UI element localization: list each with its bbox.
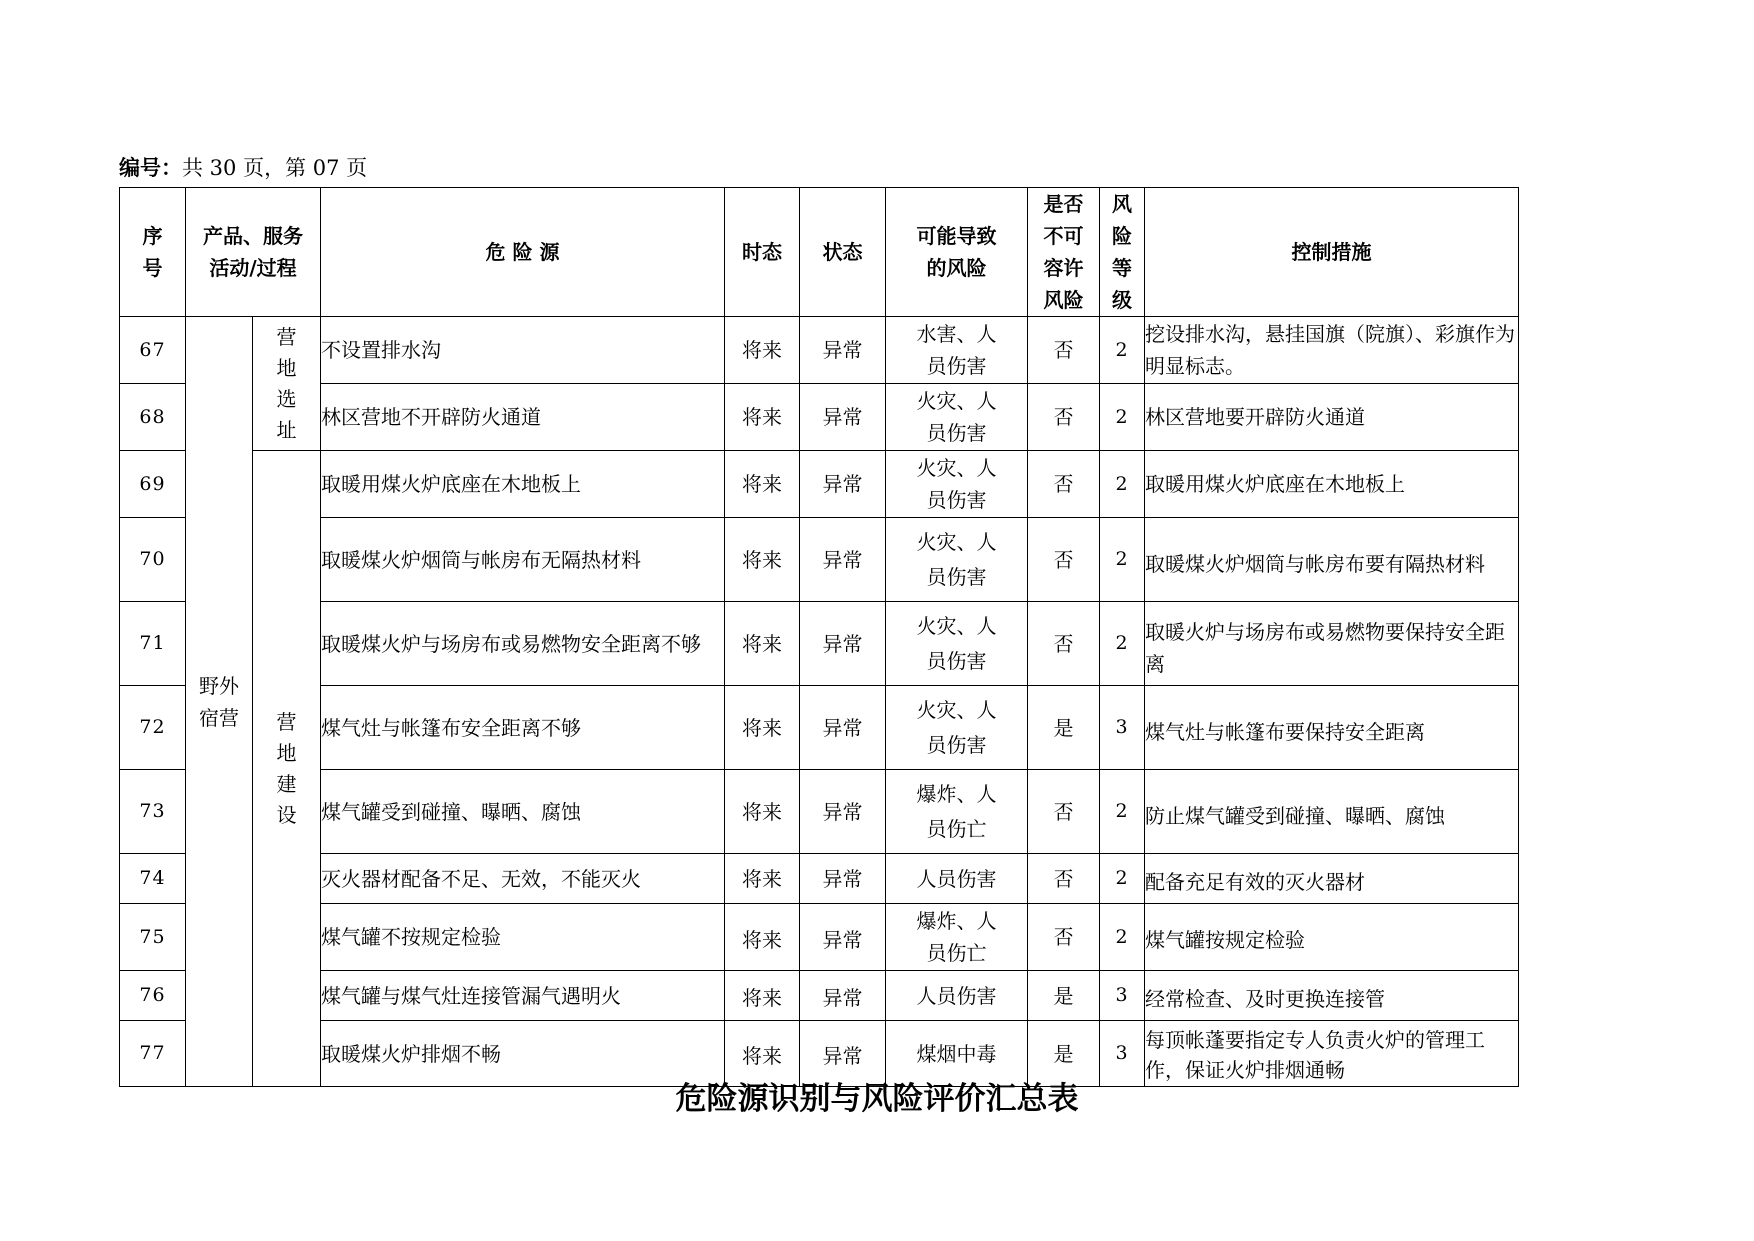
- row-state: 异常: [800, 384, 886, 451]
- row-state: 异常: [800, 451, 886, 518]
- table-row: [120, 854, 1519, 904]
- row-risk: 火灾、人员伤害: [886, 686, 1028, 770]
- row-intolerable: 否: [1028, 904, 1100, 971]
- table-row: [120, 317, 1519, 384]
- row-level: 2: [1100, 384, 1145, 451]
- row-no: 77: [120, 1021, 186, 1087]
- row-state: 异常: [800, 1021, 886, 1087]
- row-risk: 火灾、人员伤害: [886, 384, 1028, 451]
- row-risk: 煤烟中毒: [886, 1021, 1028, 1087]
- row-state: 异常: [800, 686, 886, 770]
- row-intolerable: 是: [1028, 1021, 1100, 1087]
- row-risk: 爆炸、人员伤亡: [886, 770, 1028, 854]
- row-risk: 火灾、人员伤害: [886, 602, 1028, 686]
- table-row: [120, 451, 1519, 518]
- row-control: 取暖火炉与场房布或易燃物要保持安全距离: [1145, 602, 1519, 686]
- row-intolerable: 是: [1028, 686, 1100, 770]
- header-tense: 时态: [725, 188, 800, 317]
- table-row: [120, 770, 1519, 854]
- row-tense: 将来: [725, 451, 800, 518]
- row-level: 3: [1100, 971, 1145, 1021]
- row-control: 林区营地要开辟防火通道: [1145, 384, 1519, 451]
- row-no: 67: [120, 317, 186, 384]
- row-no: 75: [120, 904, 186, 971]
- row-state: 异常: [800, 971, 886, 1021]
- header-seq: 序号: [120, 188, 186, 317]
- row-tense: 将来: [725, 854, 800, 904]
- activity-group: 野外宿营: [186, 317, 253, 1087]
- row-no: 76: [120, 971, 186, 1021]
- row-level: 2: [1100, 770, 1145, 854]
- table-row: [120, 686, 1519, 770]
- row-control: 经常检查、及时更换连接管: [1145, 971, 1519, 1021]
- doc-no-label: 编号：: [119, 156, 182, 180]
- row-no: 74: [120, 854, 186, 904]
- row-state: 异常: [800, 317, 886, 384]
- row-intolerable: 是: [1028, 971, 1100, 1021]
- table-row: [120, 518, 1519, 602]
- row-intolerable: 否: [1028, 384, 1100, 451]
- table-row: [120, 602, 1519, 686]
- row-hazard: 取暖煤火炉烟筒与帐房布无隔热材料: [321, 518, 725, 602]
- row-intolerable: 否: [1028, 602, 1100, 686]
- header-row: [120, 188, 1519, 317]
- row-risk: 火灾、人员伤害: [886, 451, 1028, 518]
- row-hazard: 煤气灶与帐篷布安全距离不够: [321, 686, 725, 770]
- row-no: 70: [120, 518, 186, 602]
- document-title: 危险源识别与风险评价汇总表: [675, 1081, 1079, 1117]
- row-risk: 水害、人员伤害: [886, 317, 1028, 384]
- row-risk: 人员伤害: [886, 854, 1028, 904]
- row-intolerable: 否: [1028, 770, 1100, 854]
- page-info: 共 30 页，第 07 页: [182, 156, 368, 180]
- row-hazard: 取暖煤火炉排烟不畅: [321, 1021, 725, 1087]
- row-level: 2: [1100, 451, 1145, 518]
- row-control: 煤气罐按规定检验: [1145, 904, 1519, 971]
- row-tense: 将来: [725, 317, 800, 384]
- row-no: 72: [120, 686, 186, 770]
- row-tense: 将来: [725, 686, 800, 770]
- row-control: 煤气灶与帐篷布要保持安全距离: [1145, 686, 1519, 770]
- row-level: 2: [1100, 904, 1145, 971]
- header-intolerable: 是否不可容许风险: [1028, 188, 1100, 317]
- row-control: 每顶帐蓬要指定专人负责火炉的管理工作，保证火炉排烟通畅: [1145, 1021, 1519, 1087]
- row-level: 3: [1100, 686, 1145, 770]
- row-no: 69: [120, 451, 186, 518]
- row-risk: 人员伤害: [886, 971, 1028, 1021]
- row-risk: 爆炸、人员伤亡: [886, 904, 1028, 971]
- row-hazard: 煤气罐不按规定检验: [321, 904, 725, 971]
- row-hazard: 取暖用煤火炉底座在木地板上: [321, 451, 725, 518]
- row-intolerable: 否: [1028, 451, 1100, 518]
- row-hazard: 取暖煤火炉与场房布或易燃物安全距离不够: [321, 602, 725, 686]
- row-intolerable: 否: [1028, 854, 1100, 904]
- table-row: [120, 971, 1519, 1021]
- header-risk: 可能导致的风险: [886, 188, 1028, 317]
- sub-activity-site-selection: 营地选址: [253, 317, 321, 451]
- row-control: 配备充足有效的灭火器材: [1145, 854, 1519, 904]
- header-state: 状态: [800, 188, 886, 317]
- row-risk: 火灾、人员伤害: [886, 518, 1028, 602]
- header-hazard: 危 险 源: [321, 188, 725, 317]
- sub-activity-site-construction: 营地建设: [253, 451, 321, 1087]
- header-level: 风险等级: [1100, 188, 1145, 317]
- row-level: 2: [1100, 602, 1145, 686]
- row-state: 异常: [800, 602, 886, 686]
- row-intolerable: 否: [1028, 518, 1100, 602]
- row-tense: 将来: [725, 518, 800, 602]
- row-no: 71: [120, 602, 186, 686]
- row-level: 3: [1100, 1021, 1145, 1087]
- row-state: 异常: [800, 518, 886, 602]
- row-hazard: 煤气罐受到碰撞、曝晒、腐蚀: [321, 770, 725, 854]
- row-hazard: 林区营地不开辟防火通道: [321, 384, 725, 451]
- header-activity: 产品、服务活动/过程: [186, 188, 321, 317]
- table-row: [120, 384, 1519, 451]
- row-no: 73: [120, 770, 186, 854]
- row-tense: 将来: [725, 384, 800, 451]
- row-control: 取暖煤火炉烟筒与帐房布要有隔热材料: [1145, 518, 1519, 602]
- risk-table: [119, 187, 1519, 1087]
- row-control: 取暖用煤火炉底座在木地板上: [1145, 451, 1519, 518]
- row-tense: 将来: [725, 602, 800, 686]
- row-tense: 将来: [725, 971, 800, 1021]
- row-hazard: 煤气罐与煤气灶连接管漏气遇明火: [321, 971, 725, 1021]
- row-intolerable: 否: [1028, 317, 1100, 384]
- row-state: 异常: [800, 770, 886, 854]
- row-level: 2: [1100, 518, 1145, 602]
- row-control: 挖设排水沟，悬挂国旗（院旗）、彩旗作为明显标志。: [1145, 317, 1519, 384]
- row-hazard: 不设置排水沟: [321, 317, 725, 384]
- row-level: 2: [1100, 317, 1145, 384]
- row-state: 异常: [800, 904, 886, 971]
- row-state: 异常: [800, 854, 886, 904]
- row-tense: 将来: [725, 1021, 800, 1087]
- row-tense: 将来: [725, 904, 800, 971]
- row-control: 防止煤气罐受到碰撞、曝晒、腐蚀: [1145, 770, 1519, 854]
- document-number: [119, 152, 367, 182]
- header-control: 控制措施: [1145, 188, 1519, 317]
- row-no: 68: [120, 384, 186, 451]
- row-level: 2: [1100, 854, 1145, 904]
- row-hazard: 灭火器材配备不足、无效，不能灭火: [321, 854, 725, 904]
- row-tense: 将来: [725, 770, 800, 854]
- table-row: [120, 904, 1519, 971]
